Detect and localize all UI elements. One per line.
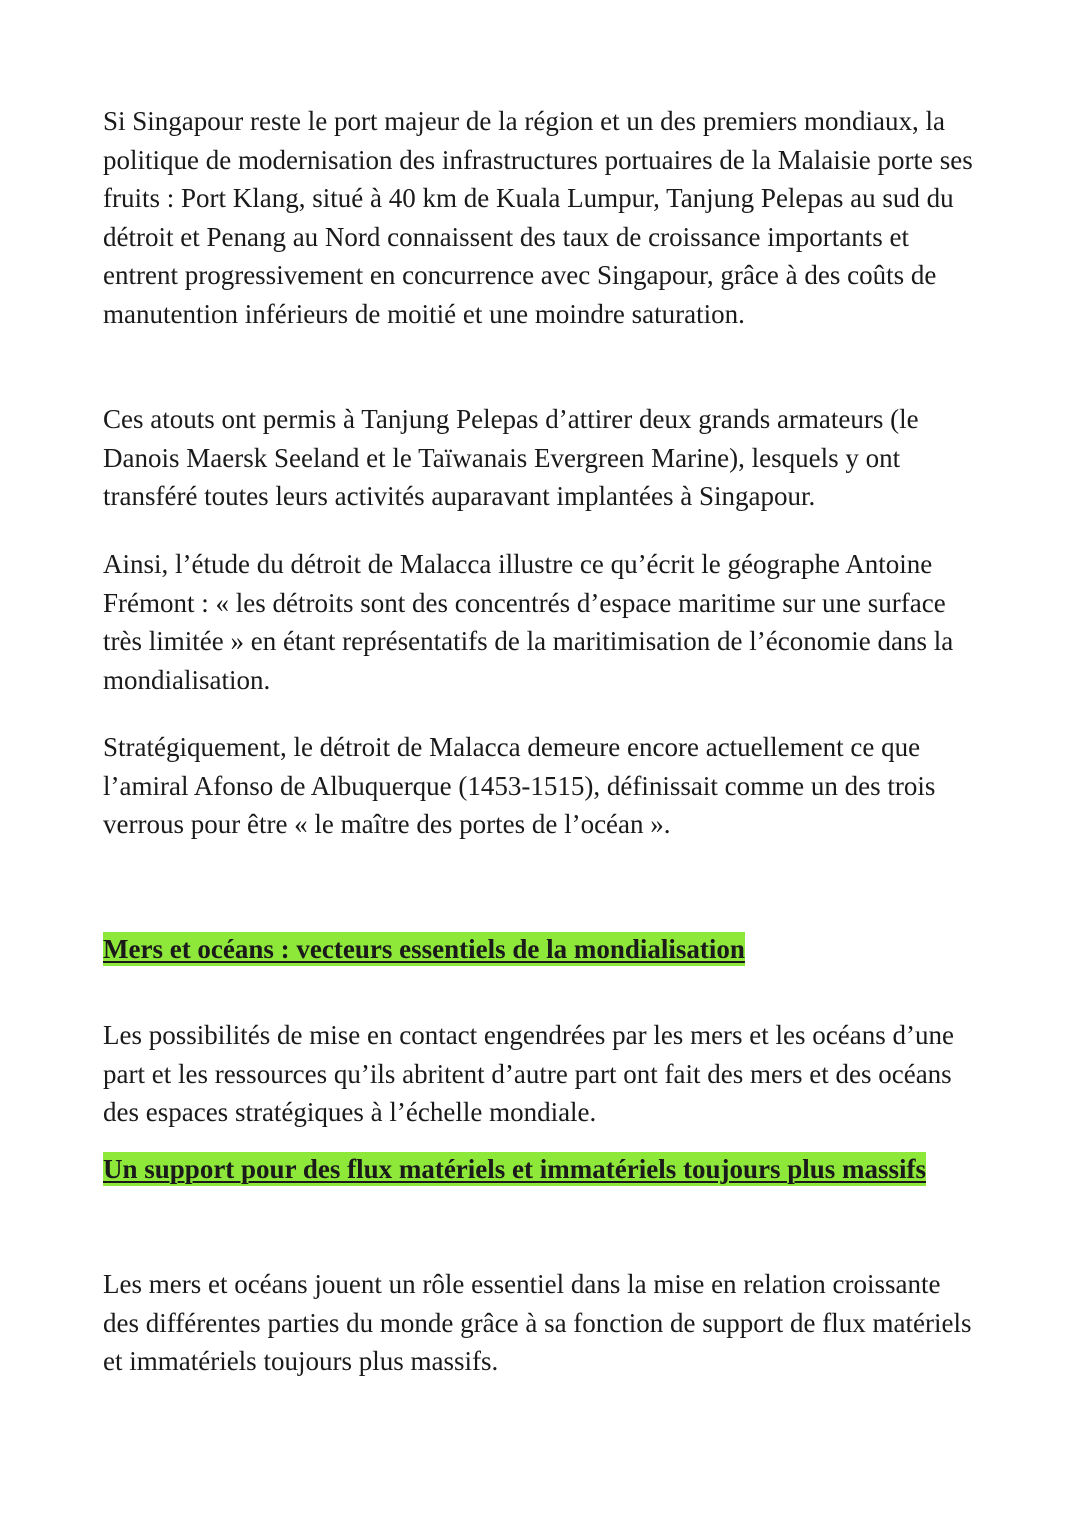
paragraph-mers-role: Les mers et océans jouent un rôle essentiel dans la mise en relation croissante des différentes parties du monde grâce à sa fonction de support de flux matériels et immatériels toujours plus massifs.: [103, 1269, 972, 1376]
paragraph-contact-possibilities: Les possibilités de mise en contact engendrées par les mers et les océans d’une part et les ressources qu’ils abritent d’autre part ont fait des mers et des océans des espaces stratégiques à l’échelle mondiale.: [103, 1020, 954, 1127]
section-heading-mers-oceans: [103, 926, 983, 972]
heading-highlight: Un support pour des flux matériels et immatériels toujours plus massifs: [103, 1154, 926, 1184]
paragraph-singapore-ports: Si Singapour reste le port majeur de la région et un des premiers mondiaux, la politique de modernisation des infrastructures portuaires de la Malaisie porte ses fruits : Port Klang, situé à 40 km de Kuala Lumpur, Tanjung Pelepas au sud du détroit et Penang au Nord connaissent des taux de croissance importants et entrent progressivement en concurrence avec Singapour, grâce à des coûts de manutention inférieurs de moitié et une moindre saturation.: [103, 106, 973, 329]
paragraph-albuquerque: Stratégiquement, le détroit de Malacca demeure encore actuellement ce que l’amiral Afonso de Albuquerque (1453-1515), définissait comme un des trois verrous pour être « le maître des portes de l’océan ».: [103, 732, 936, 839]
paragraph-fremont-quote: Ainsi, l’étude du détroit de Malacca illustre ce qu’écrit le géographe Antoine Frémont : « les détroits sont des concentrés d’espace maritime sur une surface très limitée » en étant représentatifs de la maritimisation de l’économie dans la mondialisation.: [103, 549, 954, 695]
heading-highlight: Mers et océans : vecteurs essentiels de la mondialisation: [103, 934, 745, 964]
paragraph-tanjung-pelepas: Ces atouts ont permis à Tanjung Pelepas d’attirer deux grands armateurs (le Danois Maersk Seeland et le Taïwanais Evergreen Marine), lesquels y ont transféré toutes leurs activités auparavant implantées à Singapour.: [103, 404, 919, 511]
section-heading-flux-support: [103, 1146, 983, 1192]
